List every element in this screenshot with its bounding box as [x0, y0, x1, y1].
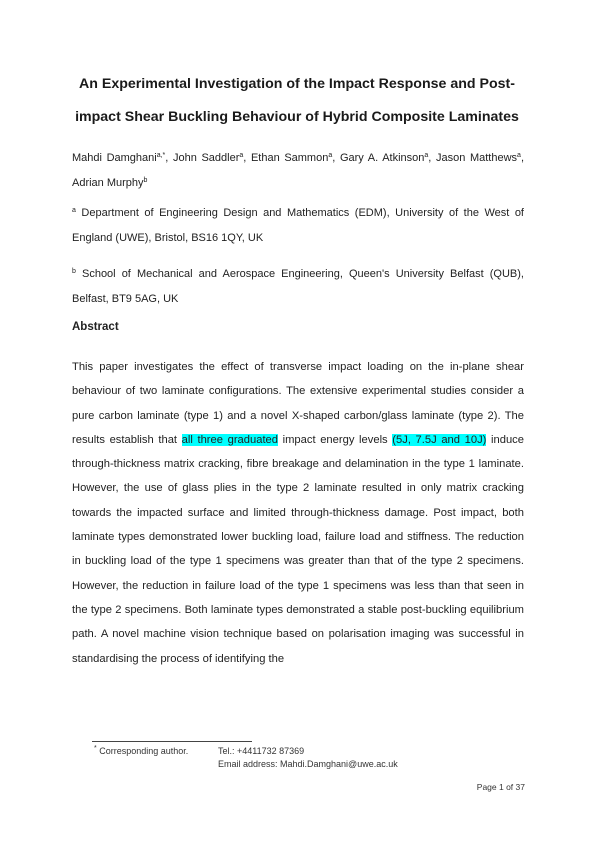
paper-title: An Experimental Investigation of the Impact Response and Post-impact Shear Buckling Behaviour of Hybrid Composite Laminates — [75, 76, 519, 125]
highlighted-text: (5J, 7.5J and 10J) — [392, 433, 487, 446]
abstract-heading: Abstract — [72, 321, 119, 333]
author-3: Ethan Sammon$^a$, — [250, 152, 340, 164]
footnote-label: Corresponding author. — [99, 746, 189, 756]
footnote: * Corresponding author. Tel.: +4411732 87369 Email address: Mahdi.Damghani@uwe.ac.uk — [94, 745, 398, 769]
affiliation-b: $^b$ School of Mechanical and Aerospace Engineering, Queen's University Belfast (QUB), Belfast, BT9 5AG, UK — [72, 268, 524, 305]
author-2: John Saddler$^a$, — [172, 152, 251, 164]
author-list — [72, 146, 524, 195]
author-4: Gary A. Atkinson$^a$, — [339, 152, 436, 164]
footnote-divider — [92, 741, 252, 742]
highlighted-text: all three graduated — [181, 433, 278, 446]
author-1: Mahdi Damghani$^{a,*}$, — [72, 152, 173, 164]
page-number: Page 1 of 37 — [476, 782, 525, 792]
affiliation-a: $^a$ Department of Engineering Design and Mathematics (EDM), University of the West of England (UWE), Bristol, BS16 1QY, UK — [72, 207, 524, 244]
abstract-body: This paper investigates the effect of transverse impact loading on the in-plane shear behaviour of two laminate configurations. The extensive experimental studies consider a pure carbon laminate (type 1) and a novel X-shaped carbon/glass laminate (type 2). The results establish that all three graduated impact energy levels (5J, 7.5J and 10J) induce through-thickness matrix cracking, fibre breakage and delamination in the type 1 laminate. However, the use of glass plies in the type 2 laminate resulted in only matrix cracking towards the impacted surface and limited through-thickness damage. Post impact, both laminate types demonstrated lower buckling load, failure load and stiffness. The reduction in buckling load of the type 1 specimens was greater than that of the type 2 specimens. However, the reduction in failure load of the type 1 specimens was less than that seen in the type 2 specimens. Both laminate types demonstrated a stable post-buckling equilibrium path. A novel machine vision technique based on polarisation imaging was successful in standardising the process of identifying the — [72, 361, 525, 665]
author-6: Adrian Murphy$^b$ — [72, 176, 148, 189]
footnote-tel: Tel.: +4411732 87369 — [218, 746, 305, 756]
footnote-email: Email address: Mahdi.Damghani@uwe.ac.uk — [218, 759, 398, 769]
author-5: Jason Matthews$^a$, — [435, 152, 524, 164]
